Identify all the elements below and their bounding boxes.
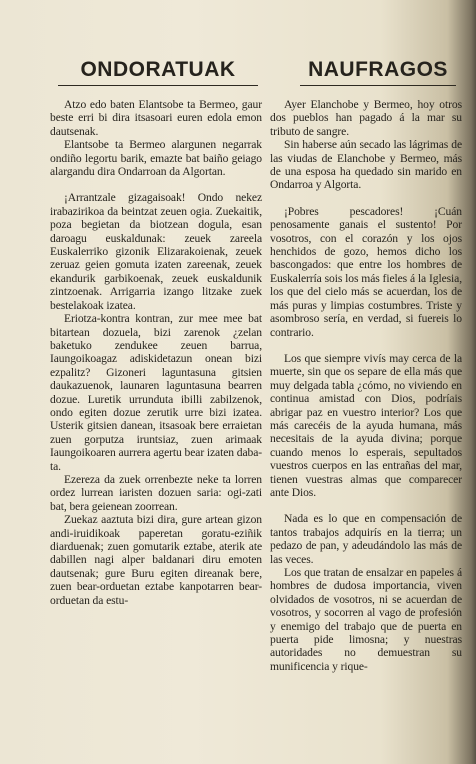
basque-paragraph: ¡Arrantzale gizagaisoak! Ondo nekez irabazirikoa da beintzat zeuen ogia. Zuekaitik, poza begietan da biotzean dogula, esan daroagu euskaldunak: zeuek zareela Euskalerriko gizonik Elizarakoienak, zeuek zeruaz geien gomuta izaten zareenak, zeuek ekandurik garbikoenak, zeuek euskaldunik zintzoenak. Arrigarria izango litzake zuek bestelakoak izatea. — [50, 191, 262, 312]
spanish-body — [270, 98, 466, 673]
spanish-paragraph: Ayer Elanchobe y Bermeo, hoy otros dos pueblos han pagado á la mar su tributo de sangre. — [270, 98, 462, 138]
basque-column — [50, 58, 262, 607]
spanish-paragraph: ¡Pobres pescadores! ¡Cuán penosamente ganais el sustento! Por vosotros, con el corazón y los ojos henchidos de gozo, hemos dicho los bascongados: que entre los hombres de Euskalerría sois los más fieles á la Iglesia, los que del cielo más se acuerdan, los de más puras y limpias costumbres. Triste y asombroso sería, en verdad, si fuereis lo contrario. — [270, 204, 462, 339]
basque-body — [50, 98, 262, 607]
basque-paragraph: Elantsobe ta Bermeo alargunen negarrak ondiño legortu barik, emazte bat baiño geiago alargandu dira Ondarroan da Algortan. — [50, 138, 262, 179]
basque-paragraph: Ezereza da zuek orrenbezte neke ta lorren ordez lurrean iaristen dozuen saria: ogi-zati bat, bera geienean zoorrean. — [50, 472, 262, 513]
basque-title: ONDORATUAK — [58, 58, 258, 86]
spanish-paragraph: Sin haberse aún secado las lágrimas de las viudas de Elanchobe y Bermeo, más de una esposa ha quedado sin marido en Ondarroa y Algorta. — [270, 138, 462, 192]
spanish-paragraph: Nada es lo que en compensación de tantos trabajos adquirís en la tierra; un pedazo de pan, y adeudándolo las más de las veces. — [270, 512, 462, 566]
basque-paragraph: Zuekaz aaztuta bizi dira, gure artean gizon andi-iruidikoak paperetan goratu-eziñik diarduenak; zuen gomutarik eztabe, aterik ate dabillen nagi alper baldanari diru emoten dautsenak; gure Buru egiten direanak bere, zuen bear-orduetan eztabe kanpotarren bear-orduetan da estu- — [50, 513, 262, 607]
spanish-paragraph: Los que tratan de ensalzar en papeles á hombres de dudosa importancia, viven olvidados de vosotros, ni se acuerdan de vosotros, y socorren al vago de profesión y enemigo del trabajo que de puerta en puerta pide limosna; y nuestras autoridades no demuestran su munificencia y rique- — [270, 566, 462, 673]
basque-paragraph: Eriotza-kontra kontran, zur mee mee bat bitartean dozuela, bizi zarenok ¿zelan baketuko zendukee zeuen barrua, Iaungoikoagaz adiskidetazun onean bizi ezpalitz? Gizoneri laguntasuna gitsien daukazuenok, launaren laguntasuna bearren dozue. Luretik urrunduta ibilli zabilzenok, ondo egiten dozue zerutik urre bizi izatea. Usterik gitsien danean, itsasoak bere erraietan zuen gorputza iruntsiaz, zuen arimaak Iaungoikoaren aurrera agertu bear izaten daba-ta. — [50, 312, 263, 473]
spanish-title: NAUFRAGOS — [300, 58, 456, 86]
basque-paragraph: Atzo edo baten Elantsobe ta Bermeo, gaur beste erri bi dira itsasoari euren edola emon dautsenak. — [50, 98, 262, 138]
spanish-column — [270, 58, 466, 673]
spanish-paragraph: Los que siempre vivís may cerca de la muerte, sin que os separe de ella más que muy delgada tabla ¿cómo, no viviendo en continua amistad con Dios, podríais abrigar paz en vuestro interior? Los que más carecéis de la ayuda humana, más necesitais de la ayuda divina; porque cuando menos lo esperais, sepultados vuestros cuerpos en las entrañas del mar, tienen vuestras almas que comparecer ante Dios. — [270, 351, 462, 499]
